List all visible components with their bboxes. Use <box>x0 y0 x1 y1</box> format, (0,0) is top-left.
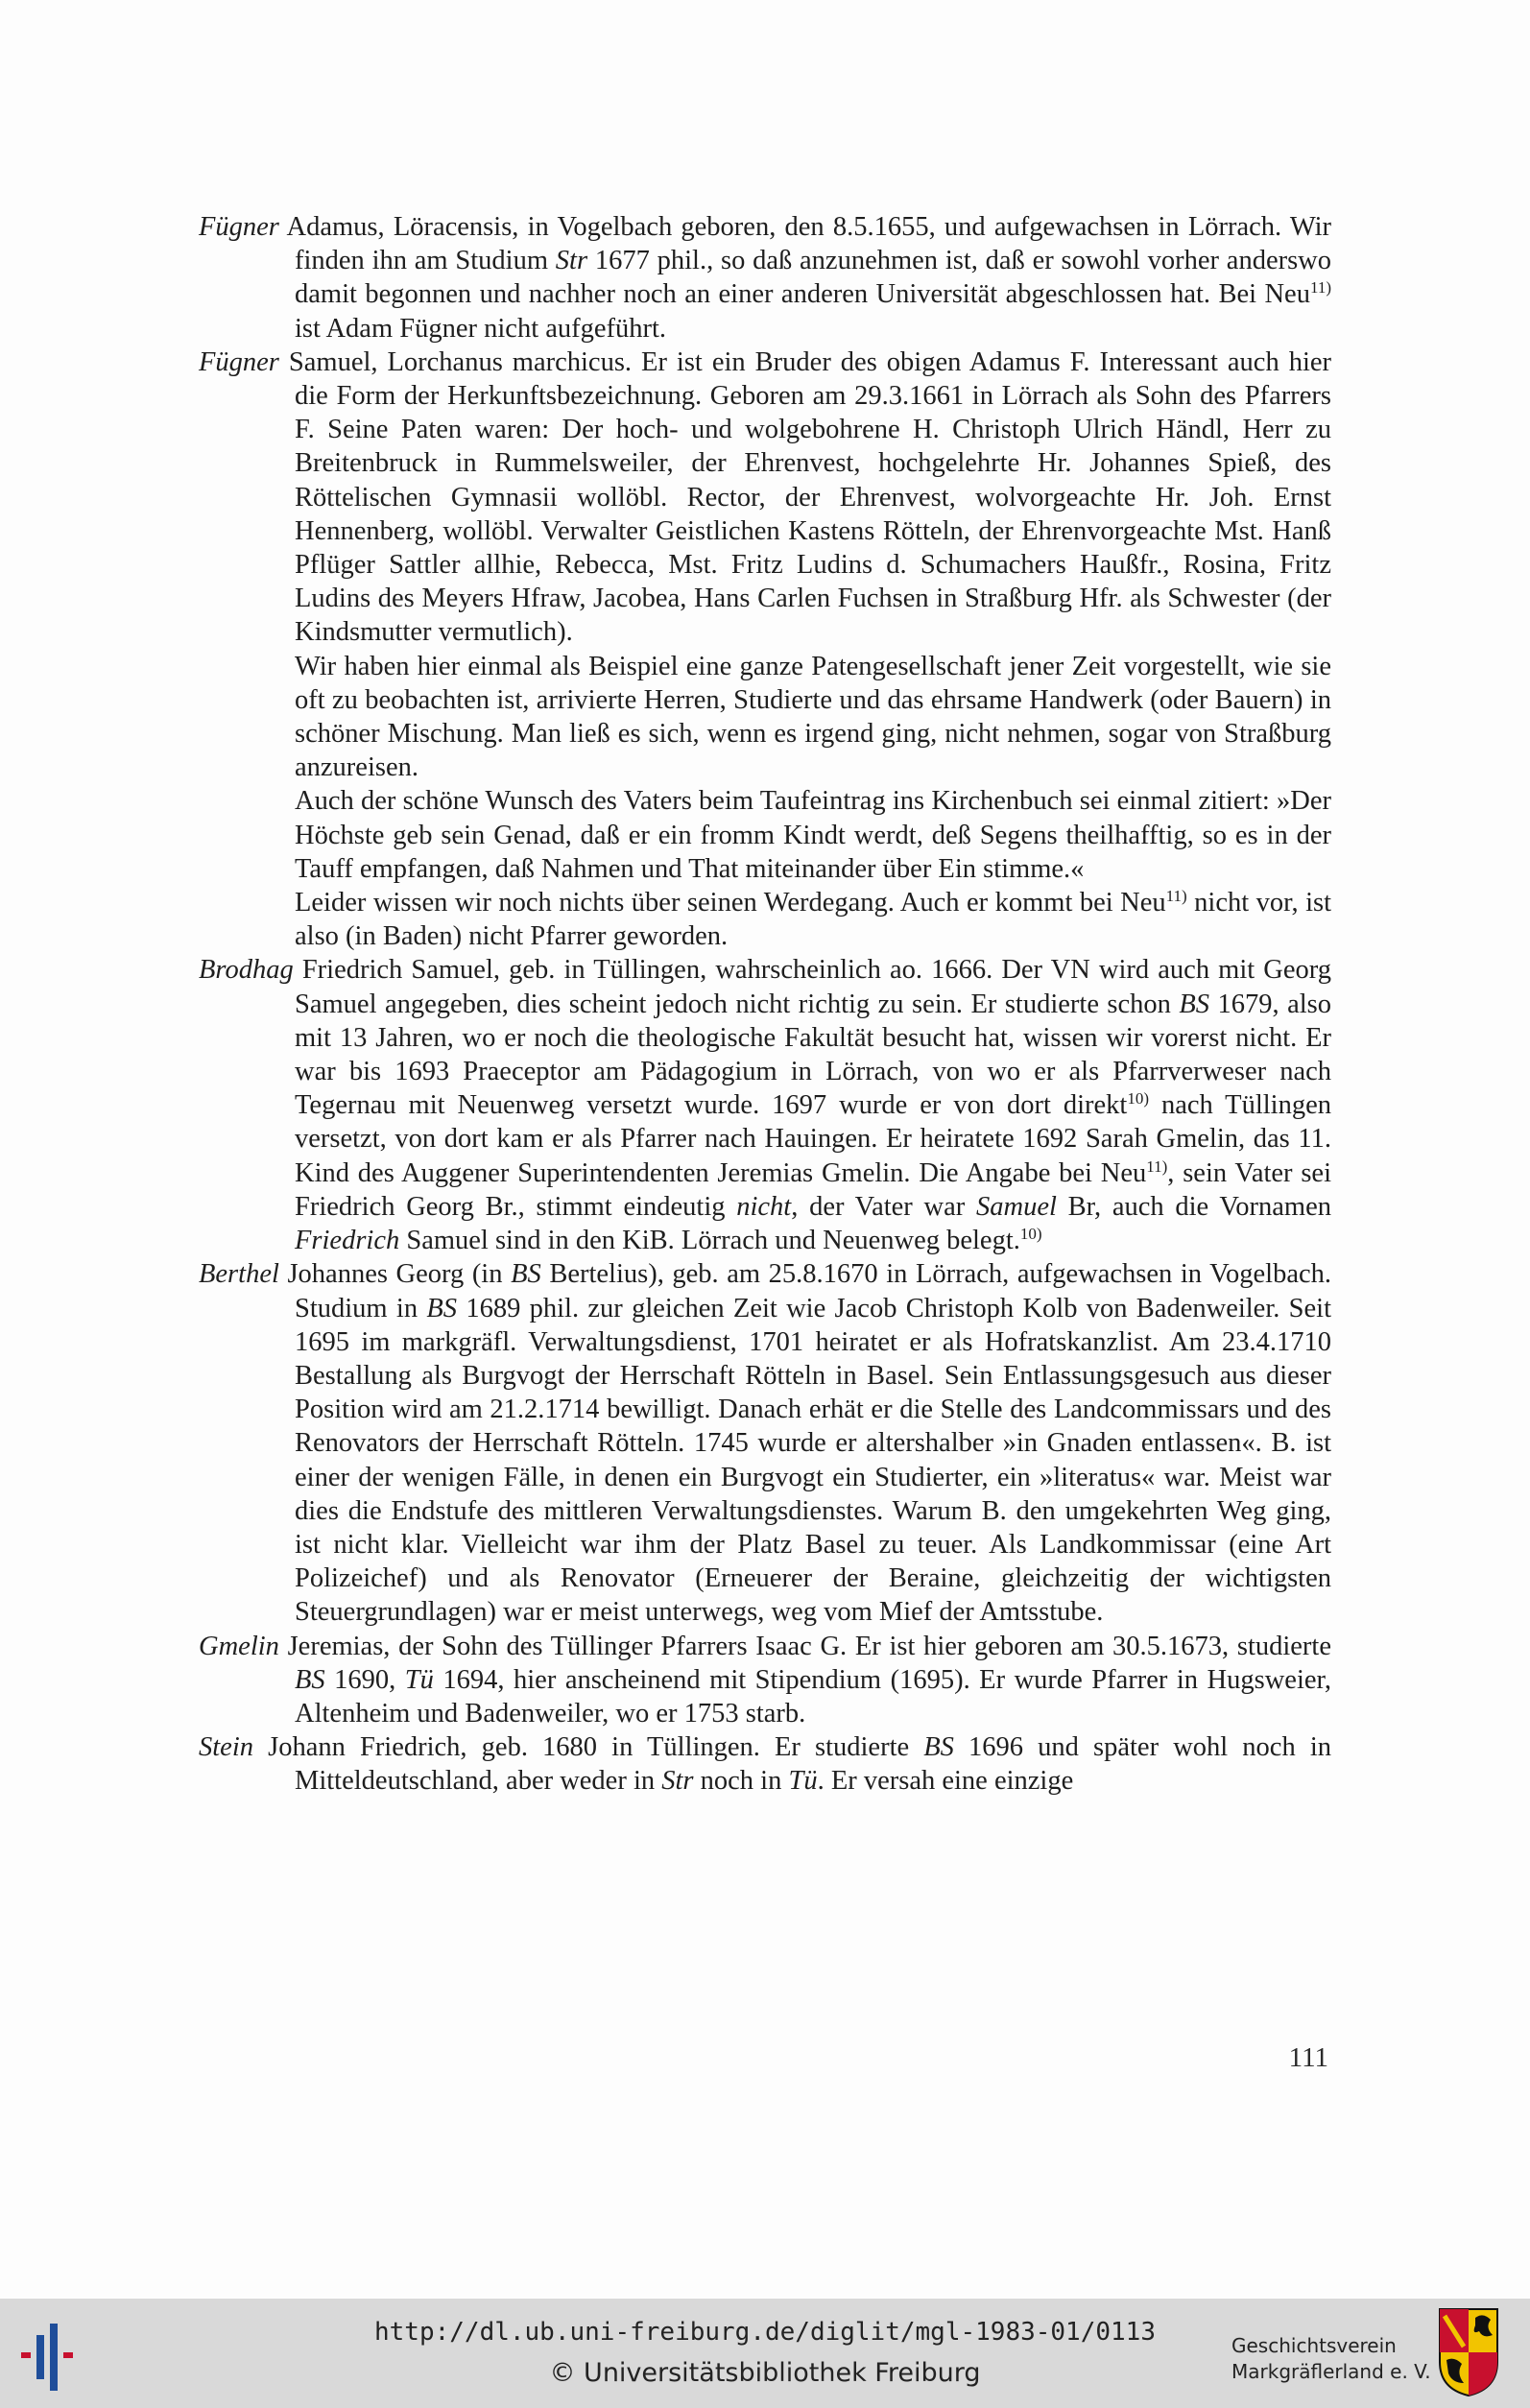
italic-text: BS <box>923 1732 954 1763</box>
entry-surname: Berthel <box>199 1259 279 1290</box>
text-run: Bertelius), geb. am 25.8.1670 in Lörrach, aufgewachsen in Vogelbach. Studium in <box>295 1259 1331 1323</box>
text-run: Samuel, Lorchanus marchicus. Er ist ein Bruder des obigen Adamus F. Interessant auch hier die Form der Herkunftsbezeichnung. Geboren am 29.3.1661 in Lörrach als Sohn des Pfarrers F. Seine Paten waren: Der hoch- und wolgebohrene H. Christoph Ulrich Händl, Herr zu Breitenbruck in Rummelsweiler, der Ehrenvest, hochgelehrte Hr. Johannes Spieß, des Röttelischen Gymnasii wollöbl. Rector, der Ehrenvest, wolvorgeachte Hr. Joh. Ernst Hennenberg, wollöbl. Verwalter Geistlichen Kastens Rötteln, der Ehrenvorgeachte Mst. Hanß Pflüger Sattler allhie, Rebecca, Mst. Fritz Ludins d. Schumachers Haußfr., Rosina, Fritz Ludins des Meyers Hfraw, Jacobea, Hans Carlen Fuchsen in Straßburg Hfr. als Schwester (der Kindsmutter vermutlich). <box>278 346 1331 648</box>
society-name-line1: Geschichtsverein <box>1231 2334 1397 2357</box>
entry-continuation <box>199 784 1331 886</box>
text-run: Johann Friedrich, geb. 1680 in Tüllingen. Er studierte <box>253 1732 924 1763</box>
entry-paragraph <box>199 1257 1331 1629</box>
footer-bar <box>0 2299 1530 2408</box>
text-run: noch in <box>693 1766 789 1797</box>
text-run: 1696 und später wohl noch in Mitteldeutschland, aber weder in <box>295 1732 1331 1797</box>
footnote-ref: 11) <box>1146 1156 1168 1176</box>
italic-text: Tü <box>404 1664 434 1695</box>
text-run: ist Adam Fügner nicht aufgeführt. <box>295 313 667 344</box>
entry-paragraph <box>199 1630 1331 1731</box>
italic-text: BS <box>511 1259 541 1290</box>
italic-text: BS <box>295 1664 325 1695</box>
text-run: 1677 phil., so daß anzunehmen ist, daß er sowohl vorher anderswo damit begonnen und nachher noch an einer anderen Universität abgeschlossen hat. Bei Neu <box>295 246 1332 310</box>
society-name-line2: Markgräflerland e. V. <box>1231 2360 1431 2383</box>
entry-paragraph <box>199 1730 1331 1798</box>
italic-text: Str <box>555 246 588 276</box>
document-text <box>199 210 1331 1799</box>
text-run: Adamus, Löracensis, in Vogelbach geboren, den 8.5.1655, und aufgewachsen in Lörrach. Wir finden ihn am Studium <box>278 212 1331 276</box>
text-run: nicht vor, ist also (in Baden) nicht Pfarrer geworden. <box>295 888 1331 952</box>
italic-text: BS <box>426 1293 458 1323</box>
text-run: . Er versah eine einzige <box>817 1766 1074 1797</box>
text-run: Friedrich Samuel, geb. in Tüllingen, wahrscheinlich ao. 1666. Der VN wird auch mit Georg Samuel angegeben, dies scheint jedoch nicht richtig zu sein. Er studierte schon <box>293 955 1331 1019</box>
text-run: Auch der schöne Wunsch des Vaters beim Taufeintrag ins Kirchenbuch sei einmal zitiert: »Der Höchste geb sein Genad, daß er ein fromm Kindt werdt, deß Segens theilhafftig, so es in der Tauff empfangen, daß Nahmen und That miteinander über Ein stimme.« <box>295 786 1331 884</box>
entry-paragraph <box>199 210 1331 346</box>
entry-paragraph <box>199 953 1331 1257</box>
italic-text: BS <box>1179 989 1210 1019</box>
entry-surname: Brodhag <box>199 955 294 986</box>
page-number: 111 <box>1288 2042 1328 2073</box>
italic-text: Samuel <box>975 1191 1057 1222</box>
text-run: Wir haben hier einmal als Beispiel eine ganze Patengesellschaft jener Zeit vorgestellt, wie sie oft zu beobachten ist, arrivierte Herren, Studierte und das ehrsame Handwerk (oder Bauern) in schöner Mischung. Man ließ es sich, wenn es irgend ging, nicht nehmen, sogar von Straßburg anzureisen. <box>295 651 1331 783</box>
entry-paragraph <box>199 346 1331 650</box>
text-run: Jeremias, der Sohn des Tüllinger Pfarrers Isaac G. Er ist hier geboren am 30.5.1673, studierte <box>278 1631 1331 1661</box>
text-run: Samuel sind in den KiB. Lörrach und Neuenweg belegt. <box>399 1226 1020 1256</box>
italic-text: Tü <box>788 1766 818 1797</box>
text-run: , der Vater war <box>791 1191 976 1222</box>
entry-surname: Fügner <box>199 212 279 242</box>
text-run: Leider wissen wir noch nichts über seinen Werdegang. Auch er kommt bei Neu <box>295 888 1166 918</box>
italic-text: Str <box>661 1766 694 1797</box>
text-run: , sein Vater sei Friedrich Georg Br., stimmt eindeutig <box>295 1157 1332 1222</box>
footnote-ref: 10) <box>1019 1225 1042 1244</box>
footnote-ref: 10) <box>1127 1089 1149 1109</box>
text-run: nach Tüllingen versetzt, von dort kam er als Pfarrer nach Hauingen. Er heiratete 1692 Sarah Gmelin, das 11. Kind des Auggener Superintendenten Jeremias Gmelin. Die Angabe bei Neu <box>295 1090 1331 1188</box>
text-run: 1694, hier anscheinend mit Stipendium (1695). Er wurde Pfarrer in Hugsweier, Altenheim und Badenweiler, wo er 1753 starb. <box>295 1664 1332 1729</box>
entry-surname: Fügner <box>199 346 279 377</box>
footnote-ref: 11) <box>1309 278 1331 298</box>
footer-copyright: © Universitätsbibliothek Freiburg <box>549 2358 981 2388</box>
text-run: 1679, also mit 13 Jahren, wo er noch die theologische Fakultät besucht hat, wissen wir vorerst nicht. Er war bis 1693 Praeceptor am Pädagogium in Lörrach, von wo er als Pfarrverweser nach Tegernau mit Neuenweg versetzt wurde. 1697 wurde er von dort direkt <box>295 989 1331 1121</box>
entry-surname: Gmelin <box>199 1631 279 1661</box>
entry-continuation <box>199 650 1331 785</box>
entry-surname: Stein <box>199 1732 253 1763</box>
italic-text: nicht <box>736 1191 792 1222</box>
footer-url-link[interactable]: http://dl.ub.uni-freiburg.de/diglit/mgl-1983-01/0113 <box>374 2318 1156 2347</box>
footnote-ref: 11) <box>1165 887 1187 906</box>
text-run: Br, auch die Vornamen <box>1056 1191 1331 1222</box>
entry-continuation <box>199 886 1331 953</box>
italic-text: Friedrich <box>295 1226 400 1256</box>
coat-of-arms-icon <box>1437 2306 1500 2398</box>
text-run: Johannes Georg (in <box>278 1259 512 1290</box>
text-run: 1689 phil. zur gleichen Zeit wie Jacob Christoph Kolb von Badenweiler. Seit 1695 im markgräfl. Verwaltungsdienst, 1701 heiratet er als Hofratskanzlist. Am 23.4.1710 Bestallung als Burgvogt der Herrschaft Rötteln in Basel. Sein Entlassungsgesuch aus dieser Position wird am 21.2.1714 bewilligt. Danach erhät er die Stelle des Landcommissars und des Renovators der Herrschaft Rötteln. 1745 wurde er altershalber »in Gnaden entlassen«. B. ist einer der wenigen Fälle, in denen ein Burgvogt ein Studierter, ein »literatus« war. Meist war dies die Endstufe des mittleren Verwaltungsdienstes. Warum B. den umgekehrten Weg ging, ist nicht klar. Vielleicht war ihm der Platz Basel zu teuer. Als Landkommissar (eine Art Polizeichef) und als Renovator (Erneuerer der Beraine, gleichzeitig der wichtigsten Steuergrundlagen) war er meist unterwegs, weg vom Mief der Amtsstube. <box>295 1293 1332 1628</box>
society-name <box>1231 2333 1443 2385</box>
text-run: 1690, <box>324 1664 405 1695</box>
